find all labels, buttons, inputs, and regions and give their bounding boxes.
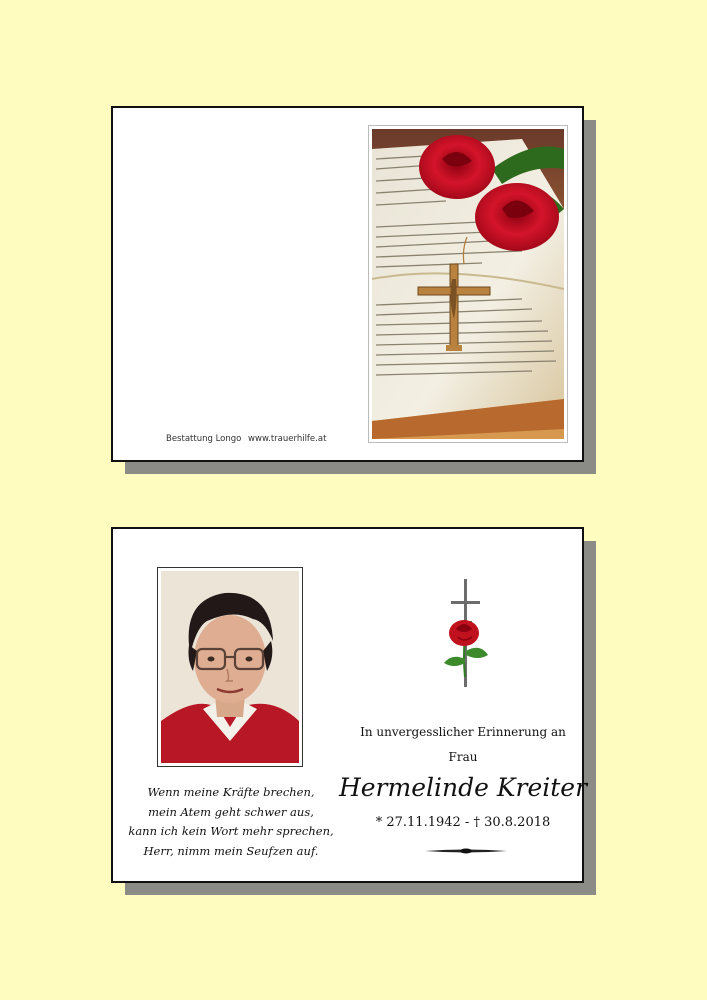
life-dates: * 27.11.1942 - † 30.8.2018 bbox=[375, 815, 551, 830]
poem-line: mein Atem geht schwer aus, bbox=[148, 804, 314, 819]
portrait-photo bbox=[161, 571, 299, 763]
inner-card bbox=[111, 527, 588, 883]
deceased-name: Hermelinde Kreiter bbox=[338, 773, 588, 802]
funeral-home-website: www.trauerhilfe.at bbox=[248, 434, 327, 444]
funeral-home-credit bbox=[166, 434, 330, 444]
front-card bbox=[111, 106, 584, 462]
poem-line: kann ich kein Wort mehr sprechen, bbox=[128, 824, 334, 838]
cross-with-rose-icon bbox=[438, 577, 494, 693]
poem-line: Herr, nimm mein Seufzen auf. bbox=[143, 843, 319, 858]
poem-line: Wenn meine Kräfte brechen, bbox=[147, 785, 315, 799]
memorial-intro: In unvergesslicher Erinnerung an bbox=[360, 725, 566, 739]
funeral-home-name: Bestattung Longo bbox=[166, 434, 242, 444]
bible-roses-crucifix-image bbox=[372, 129, 564, 439]
bible-image-frame bbox=[368, 125, 568, 443]
memorial-poem bbox=[121, 783, 341, 861]
salutation: Frau bbox=[448, 750, 478, 764]
portrait-frame bbox=[157, 567, 303, 767]
ornament-divider bbox=[425, 847, 507, 855]
